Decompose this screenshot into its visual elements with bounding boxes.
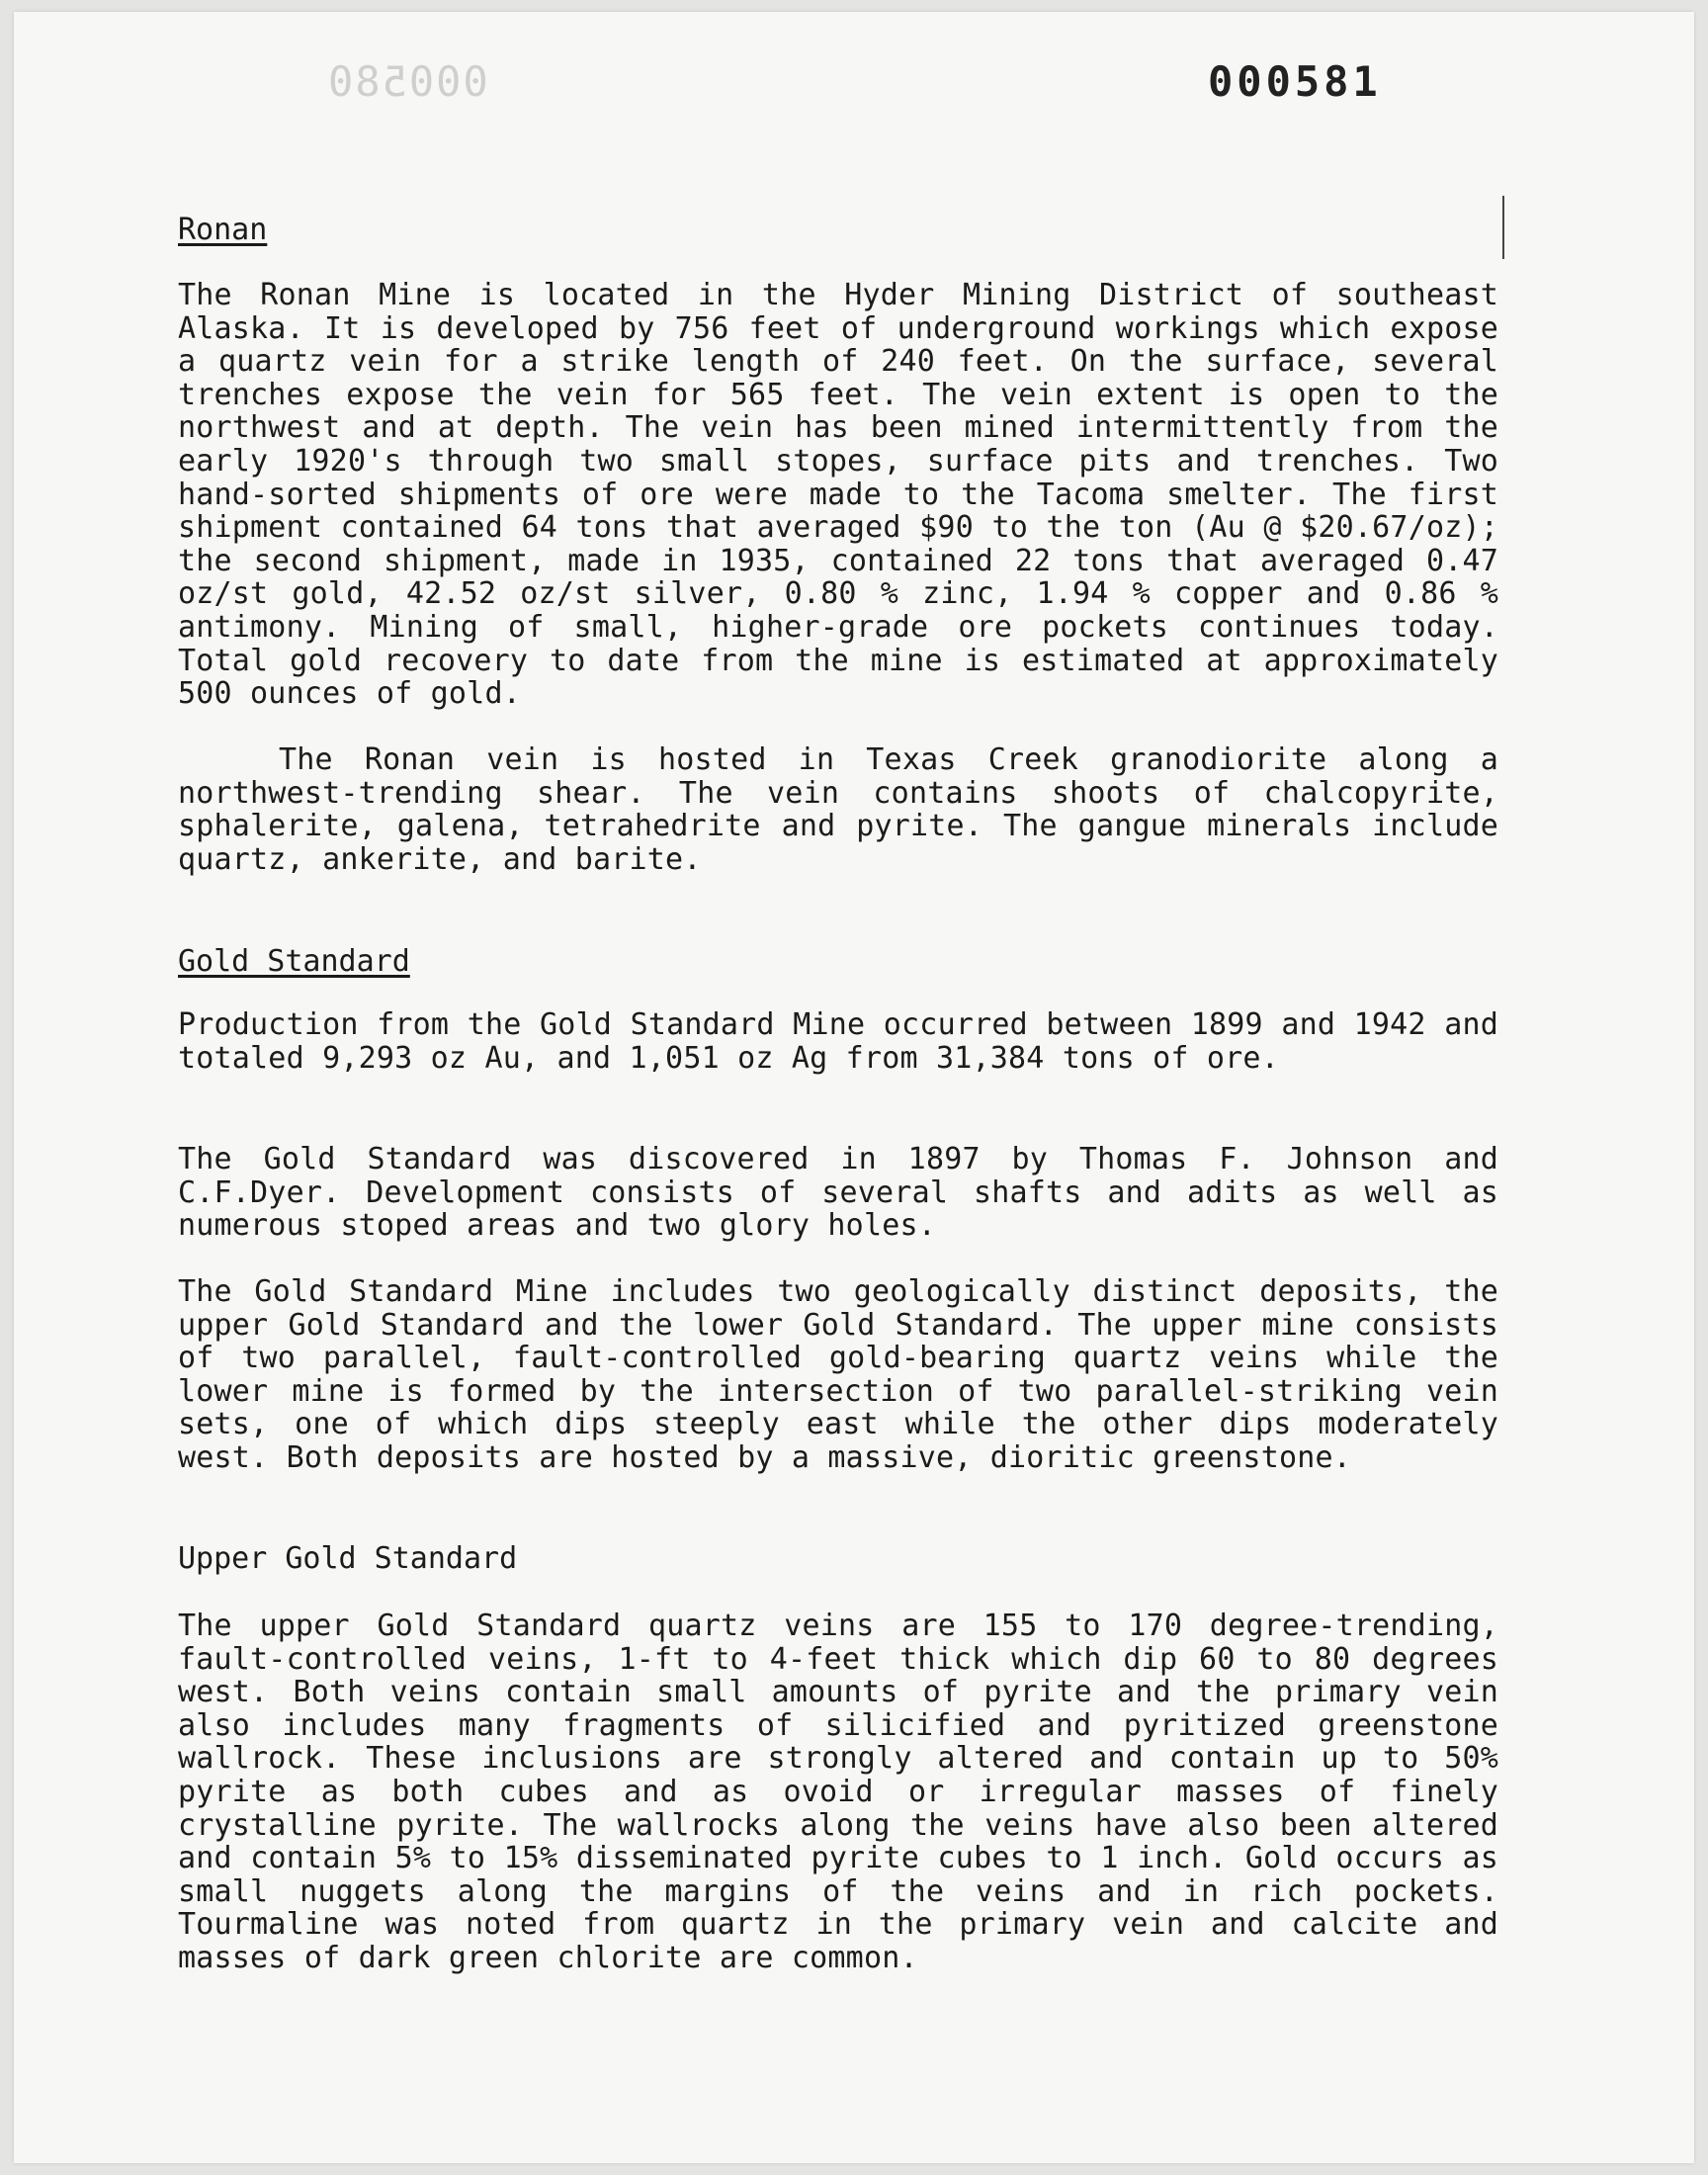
ronan-paragraph-1: The Ronan Mine is located in the Hyder Mining District of southeast Alaska. It is developed by 756 feet of underground workings which expose a quartz vein for a strike length of 240 feet. On the surface, several trenches expose the vein for 565 feet. The vein extent is open to the northwest and at depth. The vein has been mined intermittently from the early 1920's through two small stopes, surface pits and trenches. Two hand-sorted shipments of ore were made to the Tacoma smelter. The first shipment contained 64 tons that averaged $90 to the ton (Au @ $20.67/oz); the second shipment, made in 1935, contained 22 tons that averaged 0.47 oz/st gold, 42.52 oz/st silver, 0.80 % zinc, 1.94 % copper and 0.86 % antimony. Mining of small, higher-grade ore pockets continues today. Total gold recovery to date from the mine is estimated at approximately 500 ounces of gold. (178, 278, 1498, 712)
margin-mark (1502, 196, 1504, 259)
section-heading-ronan: Ronan (178, 213, 268, 247)
upper-gold-standard-paragraph-1: The upper Gold Standard quartz veins are 155 to 170 degree-trending, fault-controlled veins, 1-ft to 4-feet thick which dip 60 to 80 degrees west. Both veins contain small amounts of pyrite and the primary vein also includes many fragments of silicified and pyritized greenstone wallrock. These inclusions are strongly altered and contain up to 50% pyrite as both cubes and as ovoid or irregular masses of finely crystalline pyrite. The wallrocks along the veins have also been altered and contain 5% to 15% disseminated pyrite cubes to 1 inch. Gold occurs as small nuggets along the margins of the veins and in rich pockets. Tourmaline was noted from quartz in the primary vein and calcite and masses of dark green chlorite are common. (178, 1609, 1498, 1975)
section-heading-upper-gold-standard: Upper Gold Standard (178, 1541, 518, 1576)
gold-standard-paragraph-2: The Gold Standard was discovered in 1897 by Thomas F. Johnson and C.F.Dyer. Development consists of several shafts and adits as well as numerous stoped areas and two glory holes. (178, 1142, 1498, 1244)
gold-standard-paragraph-3: The Gold Standard Mine includes two geologically distinct deposits, the upper Gold Standard and the lower Gold Standard. The upper mine consists of two parallel, fault-controlled gold-bearing quartz veins while the lower mine is formed by the intersection of two parallel-striking vein sets, one of which dips steeply east while the other dips moderately west. Both deposits are hosted by a massive, dioritic greenstone. (178, 1274, 1498, 1475)
gold-standard-paragraph-1: Production from the Gold Standard Mine occurred between 1899 and 1942 and totaled 9,293 oz Au, and 1,051 oz Ag from 31,384 tons of ore. (178, 1007, 1498, 1076)
bleed-through-page-number: 000580 (326, 57, 488, 106)
section-heading-gold-standard: Gold Standard (178, 944, 410, 979)
document-page (14, 12, 1694, 2163)
ronan-paragraph-2: The Ronan vein is hosted in Texas Creek granodiorite along a northwest-trending shear. The vein contains shoots of chalcopyrite, sphalerite, galena, tetrahedrite and pyrite. The gangue minerals include quartz, ankerite, and barite. (178, 742, 1498, 877)
page-number: 000581 (1208, 57, 1382, 106)
